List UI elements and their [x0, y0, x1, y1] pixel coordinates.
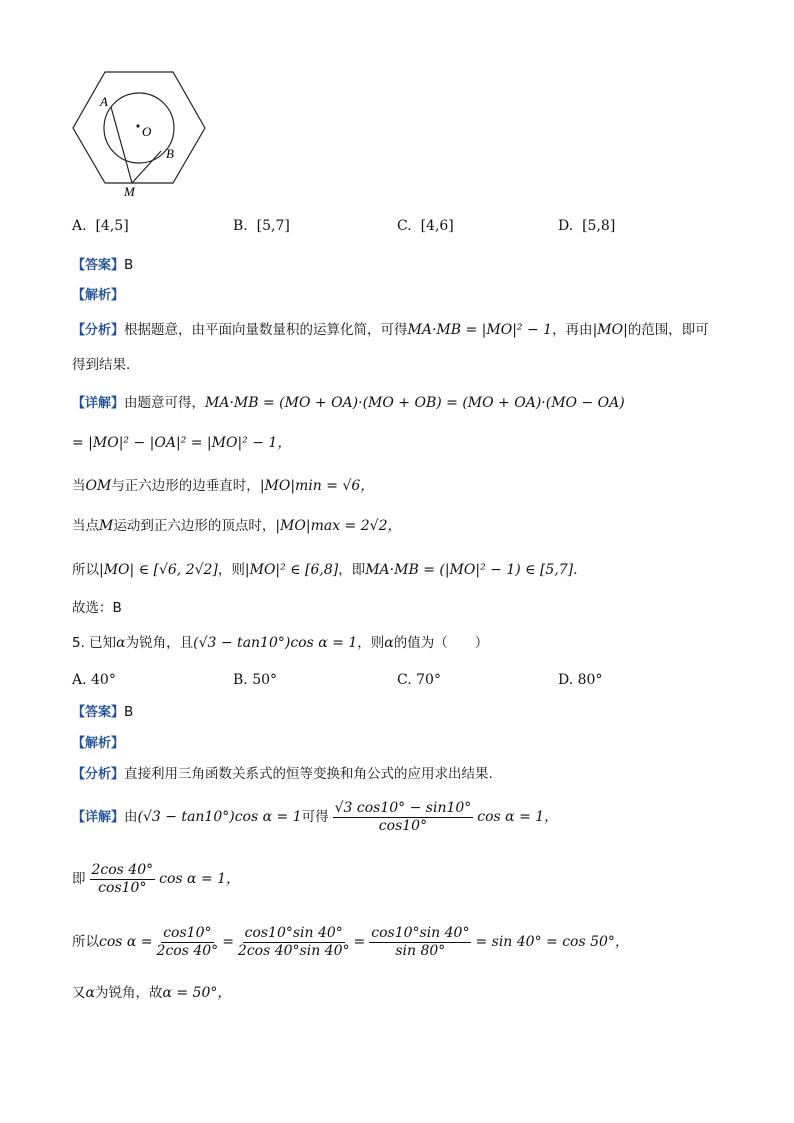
q5-xiangjie-line: 【详解】 由 (√3 − tan10°)cos α = 1 可得 √3 cos10° − sin10° cos10° cos α = 1， — [72, 800, 559, 834]
q5-option-c: C. 70° — [397, 672, 441, 688]
q4-max-formula: |MO|max = 2√2， — [275, 518, 402, 534]
q5-analysis-line: 【解析】 — [72, 736, 125, 751]
q5-so-line: 所以 cos α = $\frac{\cos 10^\circ}{2\cos 40^\circ}$ = $\frac{\cos 10^\circ\sin 40^\circ}{2\cos 40^\circ\sin 40^\circ}$ = $\frac{\cos 10^\circ\sin 40^\circ}{\sin 80^\circ}$ = sin 40° = cos 50°， — [72, 925, 629, 959]
q5-so-frac3: $\frac{\cos 10^\circ\sin 40^\circ}{\sin 80^\circ}$ — [371, 925, 470, 959]
q5-answer-value: B — [124, 704, 134, 720]
q4-analysis-tag: 【解析】 — [72, 288, 125, 303]
q4-fenxi-line2: 得到结果. — [72, 357, 131, 373]
q4-xiangjie-line1: 【详解】由题意可得，MA·MB = (MO + OA)·(MO + OB) = (MO + OA)·(MO − OA) — [72, 395, 625, 411]
q5-final-formula: α = 50°， — [162, 985, 232, 1001]
q5-final-line: 又α为锐角，故α = 50°， — [72, 985, 232, 1001]
q5-ji-frac: 2cos 40° cos10° — [91, 862, 154, 896]
q5-ji-line: 即 2cos 40° cos10° cos α = 1， — [72, 862, 241, 896]
center-point — [136, 124, 139, 127]
q5-option-d: D. 80° — [558, 672, 603, 688]
q4-fenxi-line1: 【分析】根据题意，由平面向量数量积的运算化简，可得MA·MB = |MO|² − 1，再由|MO|的范围，即可 — [72, 322, 709, 338]
label-m: M — [124, 184, 135, 199]
q4-fenxi-formula: MA·MB = |MO|² − 1 — [407, 322, 553, 338]
q4-answer-line — [72, 257, 133, 274]
q4-option-d-value: [5,8] — [582, 218, 616, 234]
q5-option-b: B. 50° — [233, 672, 278, 688]
q4-option-b-value: [5,7] — [256, 218, 290, 234]
segment-mb — [132, 151, 161, 183]
q5-answer-line: 【答案】B — [72, 704, 134, 720]
hexagon-circle-figure — [60, 62, 220, 207]
q4-option-a: A. [4,5] — [72, 218, 129, 234]
q4-analysis-line — [72, 287, 124, 304]
q5-stem: 5. 已知α为锐角，且(√3 − tan10°)cos α = 1，则α的值为（ ） — [72, 635, 489, 651]
q4-option-c: C. [4,6] — [397, 218, 454, 234]
q5-frac1: √3 cos10° − sin10° cos10° — [334, 800, 472, 834]
q5-so-frac1: $\frac{\cos 10^\circ}{2\cos 40^\circ}$ — [156, 925, 219, 959]
q4-min-line: 当OM与正六边形的边垂直时，|MO|min = √6， — [72, 478, 375, 494]
hexagon-shape — [73, 72, 205, 183]
q4-so-line: 所以|MO| ∈ [√6, 2√2]，则|MO|² ∈ [6,8]，即MA·MB = (|MO|² − 1) ∈ [5,7]. — [72, 562, 578, 578]
q5-option-a: A. 40° — [72, 672, 116, 688]
q4-xiangjie-line2: = |MO|² − |OA|² = |MO|² − 1， — [72, 435, 292, 451]
label-a: A — [100, 94, 108, 109]
q4-option-a-value: [4,5] — [95, 218, 129, 234]
q4-answer-value: B — [124, 257, 134, 273]
q4-answer-tag: 【答案】 — [72, 258, 125, 273]
q4-max-line: 当点M运动到正六边形的顶点时，|MO|max = 2√2， — [72, 518, 402, 534]
q4-min-formula: |MO|min = √6， — [259, 478, 375, 494]
q5-so-frac2: $\frac{\cos 10^\circ\sin 40^\circ}{2\cos 40^\circ\sin 40^\circ}$ — [237, 925, 350, 959]
q4-xiangjie-formula: MA·MB = (MO + OA)·(MO + OB) = (MO + OA)·(MO − OA) — [205, 395, 625, 411]
q5-stem-formula: (√3 − tan10°)cos α = 1 — [193, 635, 358, 651]
label-o: O — [142, 124, 152, 139]
q4-option-c-value: [4,6] — [420, 218, 454, 234]
segment-ma — [111, 107, 132, 183]
q4-choose-line: 故选：B — [72, 600, 122, 616]
circle-shape — [104, 93, 174, 163]
q4-option-b: B. [5,7] — [233, 218, 290, 234]
q5-fenxi-line: 【分析】直接利用三角函数关系式的恒等变换和角公式的应用求出结果. — [72, 766, 493, 782]
label-b: B — [166, 146, 174, 161]
q4-option-d: D. [5,8] — [558, 218, 616, 234]
